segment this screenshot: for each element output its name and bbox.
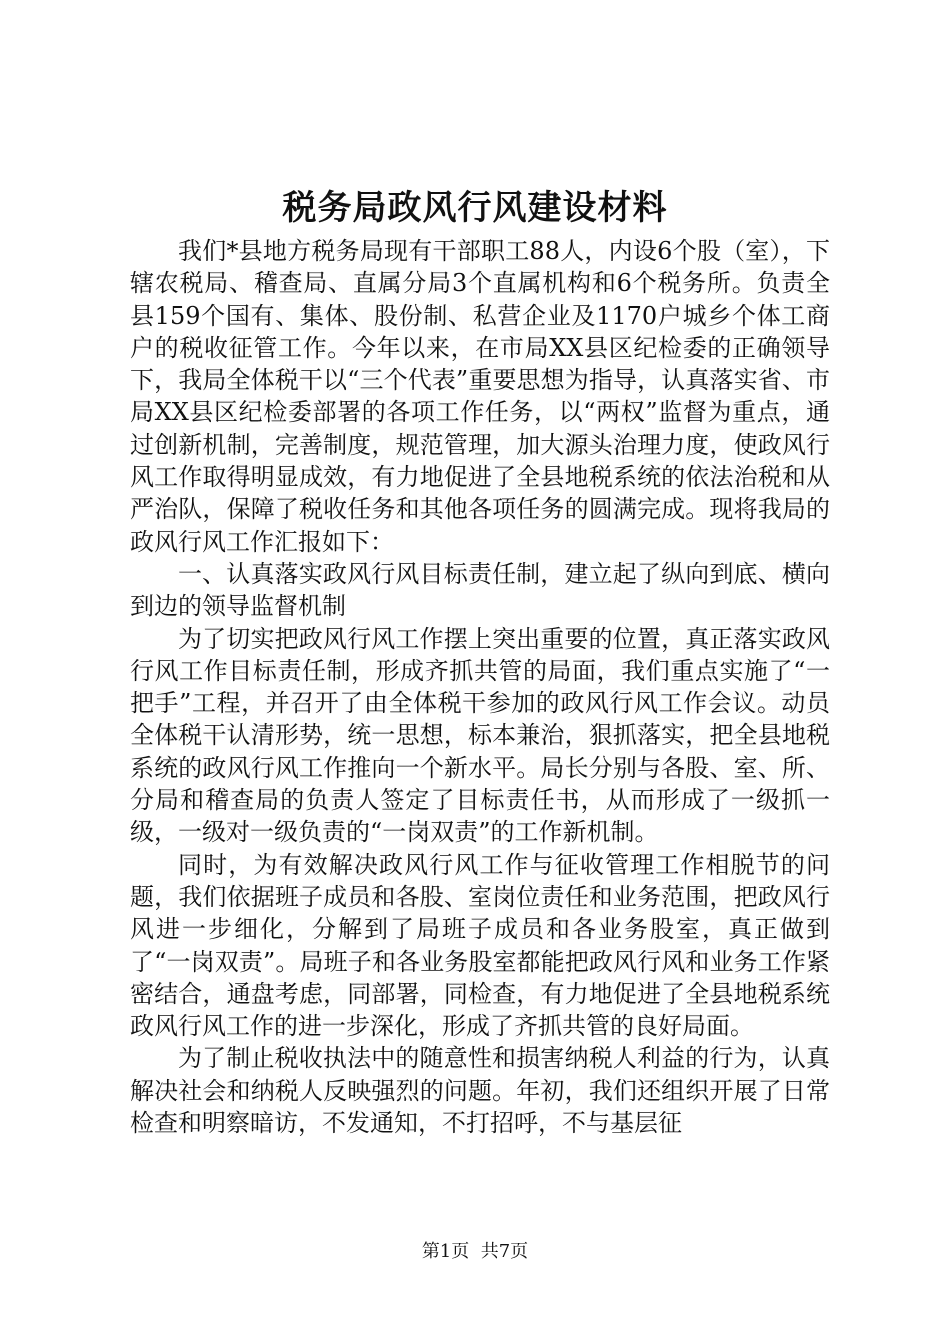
- document-title: 税务局政风行风建设材料: [282, 188, 668, 228]
- paragraph-responsibility: 为了切实把政风行风工作摆上突出重要的位置，真正落实政风行风工作目标责任制，形成齐抓共管的局面，我们重点实施了“一把手”工程，并召开了由全体税干参加的政风行风工作会议。动员全体税干认清形势，统一思想，标本兼治，狠抓落实，把全县地税系统的政风行风工作推向一个新水平。局长分别与各股、室、所、分局和稽查局的负责人签定了目标责任书，从而形成了一级抓一级，一级对一级负责的“一岗双责”的工作新机制。: [130, 624, 830, 847]
- paragraph-dual-duty: 同时，为有效解决政风行风工作与征收管理工作相脱节的问题，我们依据班子成员和各股、室岗位责任和业务范围，把政风行风进一步细化，分解到了局班子成员和各业务股室，真正做到了“一岗双责”。局班子和各业务股室都能把政风行风和业务工作紧密结合，通盘考虑，同部署，同检查，有力地促进了全县地税系统政风行风工作的进一步深化，形成了齐抓共管的良好局面。: [130, 850, 830, 1041]
- paragraph-intro: 我们*县地方税务局现有干部职工88人，内设6个股（室），下辖农税局、稽查局、直属分局3个直属机构和6个税务所。负责全县159个国有、集体、股份制、私营企业及1170户城乡个体工商户的税收征管工作。今年以来，在市局XX县区纪检委的正确领导下，我局全体税干以“三个代表”重要思想为指导，认真落实省、市局XX县区纪检委部署的各项工作任务，以“两权”监督为重点，通过创新机制，完善制度，规范管理，加大源头治理力度，使政风行风工作取得明显成效，有力地促进了全县地税系统的依法治税和从严治队，保障了税收任务和其他各项任务的圆满完成。现将我局的政风行风工作汇报如下：: [130, 237, 830, 556]
- section-heading-1: 一、认真落实政风行风目标责任制，建立起了纵向到底、横向到边的领导监督机制: [130, 559, 830, 621]
- page-footer: [0, 1240, 950, 1264]
- document-body: [130, 235, 830, 1139]
- page-total: 共7页: [480, 1241, 529, 1262]
- page-number: 第1页: [421, 1241, 470, 1262]
- paragraph-inspection: 为了制止税收执法中的随意性和损害纳税人利益的行为，认真解决社会和纳税人反映强烈的问题。年初，我们还组织开展了日常检查和明察暗访，不发通知，不打招呼，不与基层征: [130, 1044, 830, 1138]
